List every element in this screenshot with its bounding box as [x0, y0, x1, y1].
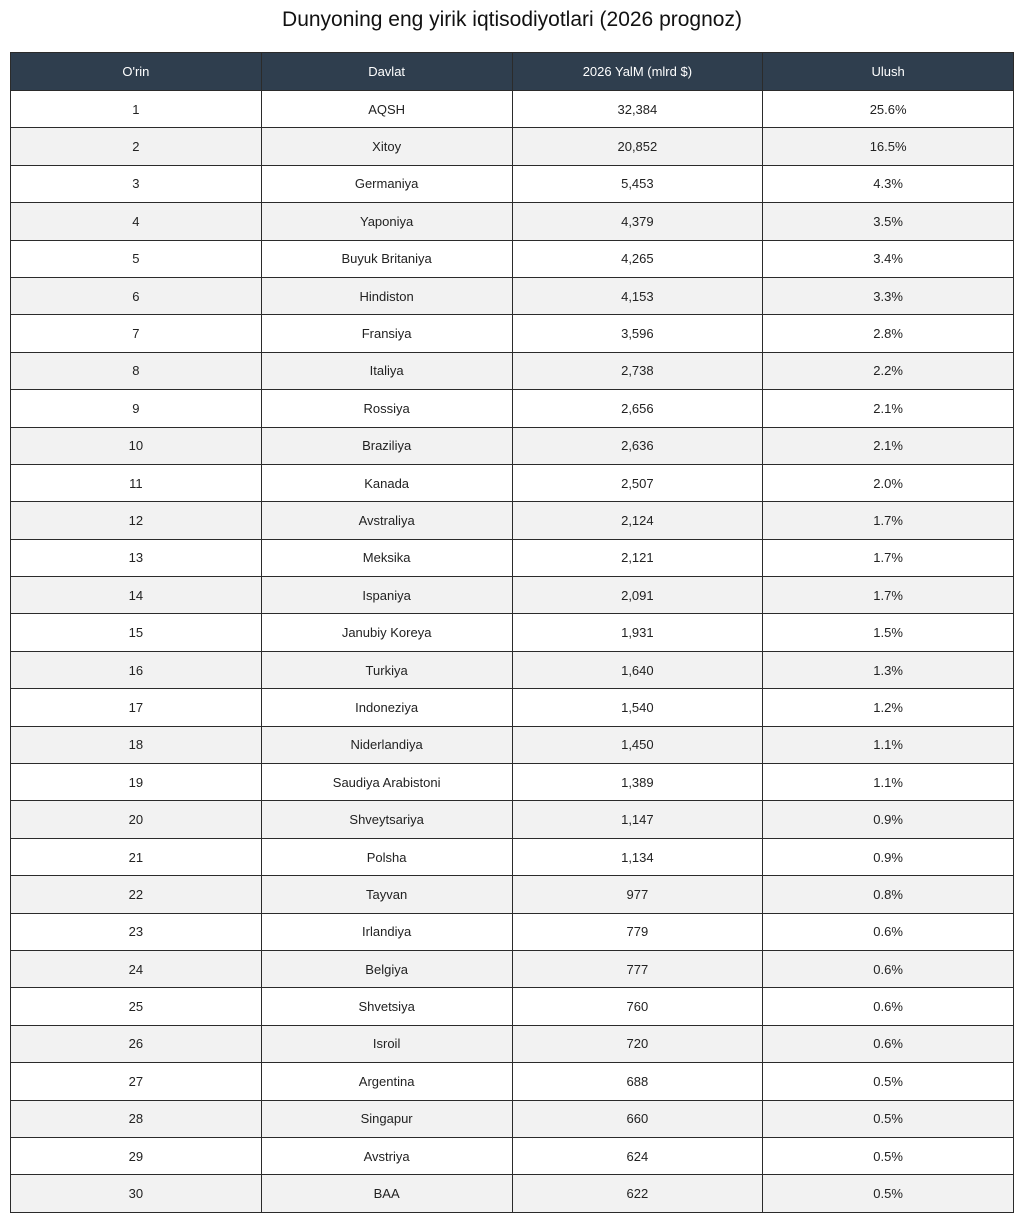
country-cell: Fransiya	[261, 315, 512, 352]
rank-cell: 19	[11, 764, 262, 801]
country-cell: Ispaniya	[261, 577, 512, 614]
country-cell: BAA	[261, 1175, 512, 1212]
rank-cell: 4	[11, 203, 262, 240]
rank-cell: 15	[11, 614, 262, 651]
country-cell: Meksika	[261, 539, 512, 576]
table-body	[11, 91, 1014, 1213]
country-cell: Isroil	[261, 1025, 512, 1062]
rank-cell: 1	[11, 91, 262, 128]
table-row	[11, 764, 1014, 801]
rank-cell: 17	[11, 689, 262, 726]
rank-cell: 14	[11, 577, 262, 614]
gdp-cell: 977	[512, 876, 763, 913]
country-cell: Shvetsiya	[261, 988, 512, 1025]
share-cell: 0.5%	[763, 1137, 1014, 1174]
rank-cell: 30	[11, 1175, 262, 1212]
table-row	[11, 838, 1014, 875]
gdp-cell: 5,453	[512, 165, 763, 202]
share-cell: 0.5%	[763, 1175, 1014, 1212]
gdp-cell: 1,540	[512, 689, 763, 726]
rank-cell: 21	[11, 838, 262, 875]
rank-cell: 6	[11, 277, 262, 314]
gdp-cell: 1,931	[512, 614, 763, 651]
share-cell: 0.5%	[763, 1100, 1014, 1137]
country-cell: Tayvan	[261, 876, 512, 913]
table-row	[11, 577, 1014, 614]
rank-cell: 28	[11, 1100, 262, 1137]
gdp-cell: 779	[512, 913, 763, 950]
table-row	[11, 1175, 1014, 1212]
share-cell: 4.3%	[763, 165, 1014, 202]
rank-cell: 24	[11, 950, 262, 987]
table-row	[11, 277, 1014, 314]
rank-cell: 25	[11, 988, 262, 1025]
share-cell: 3.4%	[763, 240, 1014, 277]
share-cell: 3.3%	[763, 277, 1014, 314]
country-cell: Polsha	[261, 838, 512, 875]
country-cell: Turkiya	[261, 651, 512, 688]
gdp-cell: 624	[512, 1137, 763, 1174]
share-cell: 2.2%	[763, 352, 1014, 389]
rank-cell: 7	[11, 315, 262, 352]
rank-cell: 16	[11, 651, 262, 688]
gdp-cell: 2,124	[512, 502, 763, 539]
gdp-cell: 688	[512, 1063, 763, 1100]
table-row	[11, 913, 1014, 950]
table-row	[11, 315, 1014, 352]
share-cell: 1.7%	[763, 577, 1014, 614]
share-cell: 16.5%	[763, 128, 1014, 165]
gdp-table	[10, 52, 1014, 1213]
share-cell: 1.7%	[763, 539, 1014, 576]
table-row	[11, 165, 1014, 202]
table-row	[11, 91, 1014, 128]
rank-cell: 8	[11, 352, 262, 389]
rank-cell: 18	[11, 726, 262, 763]
share-cell: 0.6%	[763, 913, 1014, 950]
country-cell: Saudiya Arabistoni	[261, 764, 512, 801]
gdp-cell: 1,640	[512, 651, 763, 688]
country-cell: Xitoy	[261, 128, 512, 165]
gdp-cell: 760	[512, 988, 763, 1025]
gdp-cell: 720	[512, 1025, 763, 1062]
rank-cell: 5	[11, 240, 262, 277]
table-row	[11, 539, 1014, 576]
table-row	[11, 801, 1014, 838]
share-cell: 1.1%	[763, 764, 1014, 801]
share-cell: 2.1%	[763, 390, 1014, 427]
country-cell: Rossiya	[261, 390, 512, 427]
share-cell: 1.5%	[763, 614, 1014, 651]
gdp-cell: 4,153	[512, 277, 763, 314]
gdp-cell: 4,379	[512, 203, 763, 240]
share-cell: 1.3%	[763, 651, 1014, 688]
column-header-country: Davlat	[261, 53, 512, 91]
share-cell: 0.6%	[763, 1025, 1014, 1062]
column-header-rank: O'rin	[11, 53, 262, 91]
header-row	[11, 53, 1014, 91]
share-cell: 3.5%	[763, 203, 1014, 240]
country-cell: Buyuk Britaniya	[261, 240, 512, 277]
table-row	[11, 502, 1014, 539]
country-cell: AQSH	[261, 91, 512, 128]
rank-cell: 27	[11, 1063, 262, 1100]
gdp-cell: 2,121	[512, 539, 763, 576]
gdp-cell: 2,507	[512, 464, 763, 501]
column-header-share: Ulush	[763, 53, 1014, 91]
rank-cell: 12	[11, 502, 262, 539]
country-cell: Irlandiya	[261, 913, 512, 950]
table-row	[11, 240, 1014, 277]
share-cell: 0.9%	[763, 801, 1014, 838]
table-row	[11, 651, 1014, 688]
country-cell: Italiya	[261, 352, 512, 389]
gdp-cell: 1,134	[512, 838, 763, 875]
country-cell: Argentina	[261, 1063, 512, 1100]
gdp-cell: 2,656	[512, 390, 763, 427]
table-row	[11, 988, 1014, 1025]
share-cell: 0.5%	[763, 1063, 1014, 1100]
rank-cell: 10	[11, 427, 262, 464]
gdp-cell: 1,450	[512, 726, 763, 763]
gdp-table-container	[10, 52, 1014, 1213]
column-header-gdp: 2026 YalM (mlrd $)	[512, 53, 763, 91]
rank-cell: 20	[11, 801, 262, 838]
rank-cell: 2	[11, 128, 262, 165]
gdp-cell: 622	[512, 1175, 763, 1212]
country-cell: Avstraliya	[261, 502, 512, 539]
share-cell: 25.6%	[763, 91, 1014, 128]
country-cell: Janubiy Koreya	[261, 614, 512, 651]
country-cell: Belgiya	[261, 950, 512, 987]
table-row	[11, 464, 1014, 501]
table-row	[11, 876, 1014, 913]
table-row	[11, 1100, 1014, 1137]
rank-cell: 29	[11, 1137, 262, 1174]
country-cell: Braziliya	[261, 427, 512, 464]
share-cell: 2.8%	[763, 315, 1014, 352]
share-cell: 2.1%	[763, 427, 1014, 464]
gdp-cell: 2,636	[512, 427, 763, 464]
rank-cell: 26	[11, 1025, 262, 1062]
chart-title: Dunyoning eng yirik iqtisodiyotlari (2026 prognoz)	[282, 8, 742, 31]
gdp-cell: 777	[512, 950, 763, 987]
table-row	[11, 427, 1014, 464]
gdp-cell: 32,384	[512, 91, 763, 128]
country-cell: Kanada	[261, 464, 512, 501]
gdp-cell: 1,147	[512, 801, 763, 838]
rank-cell: 23	[11, 913, 262, 950]
country-cell: Shveytsariya	[261, 801, 512, 838]
country-cell: Niderlandiya	[261, 726, 512, 763]
share-cell: 1.2%	[763, 689, 1014, 726]
country-cell: Singapur	[261, 1100, 512, 1137]
share-cell: 1.1%	[763, 726, 1014, 763]
table-row	[11, 1025, 1014, 1062]
table-row	[11, 689, 1014, 726]
share-cell: 1.7%	[763, 502, 1014, 539]
share-cell: 0.6%	[763, 988, 1014, 1025]
table-row	[11, 352, 1014, 389]
country-cell: Germaniya	[261, 165, 512, 202]
rank-cell: 13	[11, 539, 262, 576]
rank-cell: 11	[11, 464, 262, 501]
table-row	[11, 128, 1014, 165]
country-cell: Hindiston	[261, 277, 512, 314]
table-row	[11, 614, 1014, 651]
country-cell: Yaponiya	[261, 203, 512, 240]
gdp-cell: 1,389	[512, 764, 763, 801]
country-cell: Indoneziya	[261, 689, 512, 726]
country-cell: Avstriya	[261, 1137, 512, 1174]
rank-cell: 9	[11, 390, 262, 427]
gdp-cell: 2,091	[512, 577, 763, 614]
share-cell: 2.0%	[763, 464, 1014, 501]
table-row	[11, 203, 1014, 240]
share-cell: 0.9%	[763, 838, 1014, 875]
share-cell: 0.6%	[763, 950, 1014, 987]
gdp-cell: 2,738	[512, 352, 763, 389]
table-row	[11, 726, 1014, 763]
share-cell: 0.8%	[763, 876, 1014, 913]
gdp-cell: 20,852	[512, 128, 763, 165]
gdp-cell: 660	[512, 1100, 763, 1137]
table-row	[11, 950, 1014, 987]
gdp-cell: 4,265	[512, 240, 763, 277]
table-header	[11, 53, 1014, 91]
table-row	[11, 1137, 1014, 1174]
table-row	[11, 1063, 1014, 1100]
rank-cell: 22	[11, 876, 262, 913]
rank-cell: 3	[11, 165, 262, 202]
table-row	[11, 390, 1014, 427]
gdp-cell: 3,596	[512, 315, 763, 352]
